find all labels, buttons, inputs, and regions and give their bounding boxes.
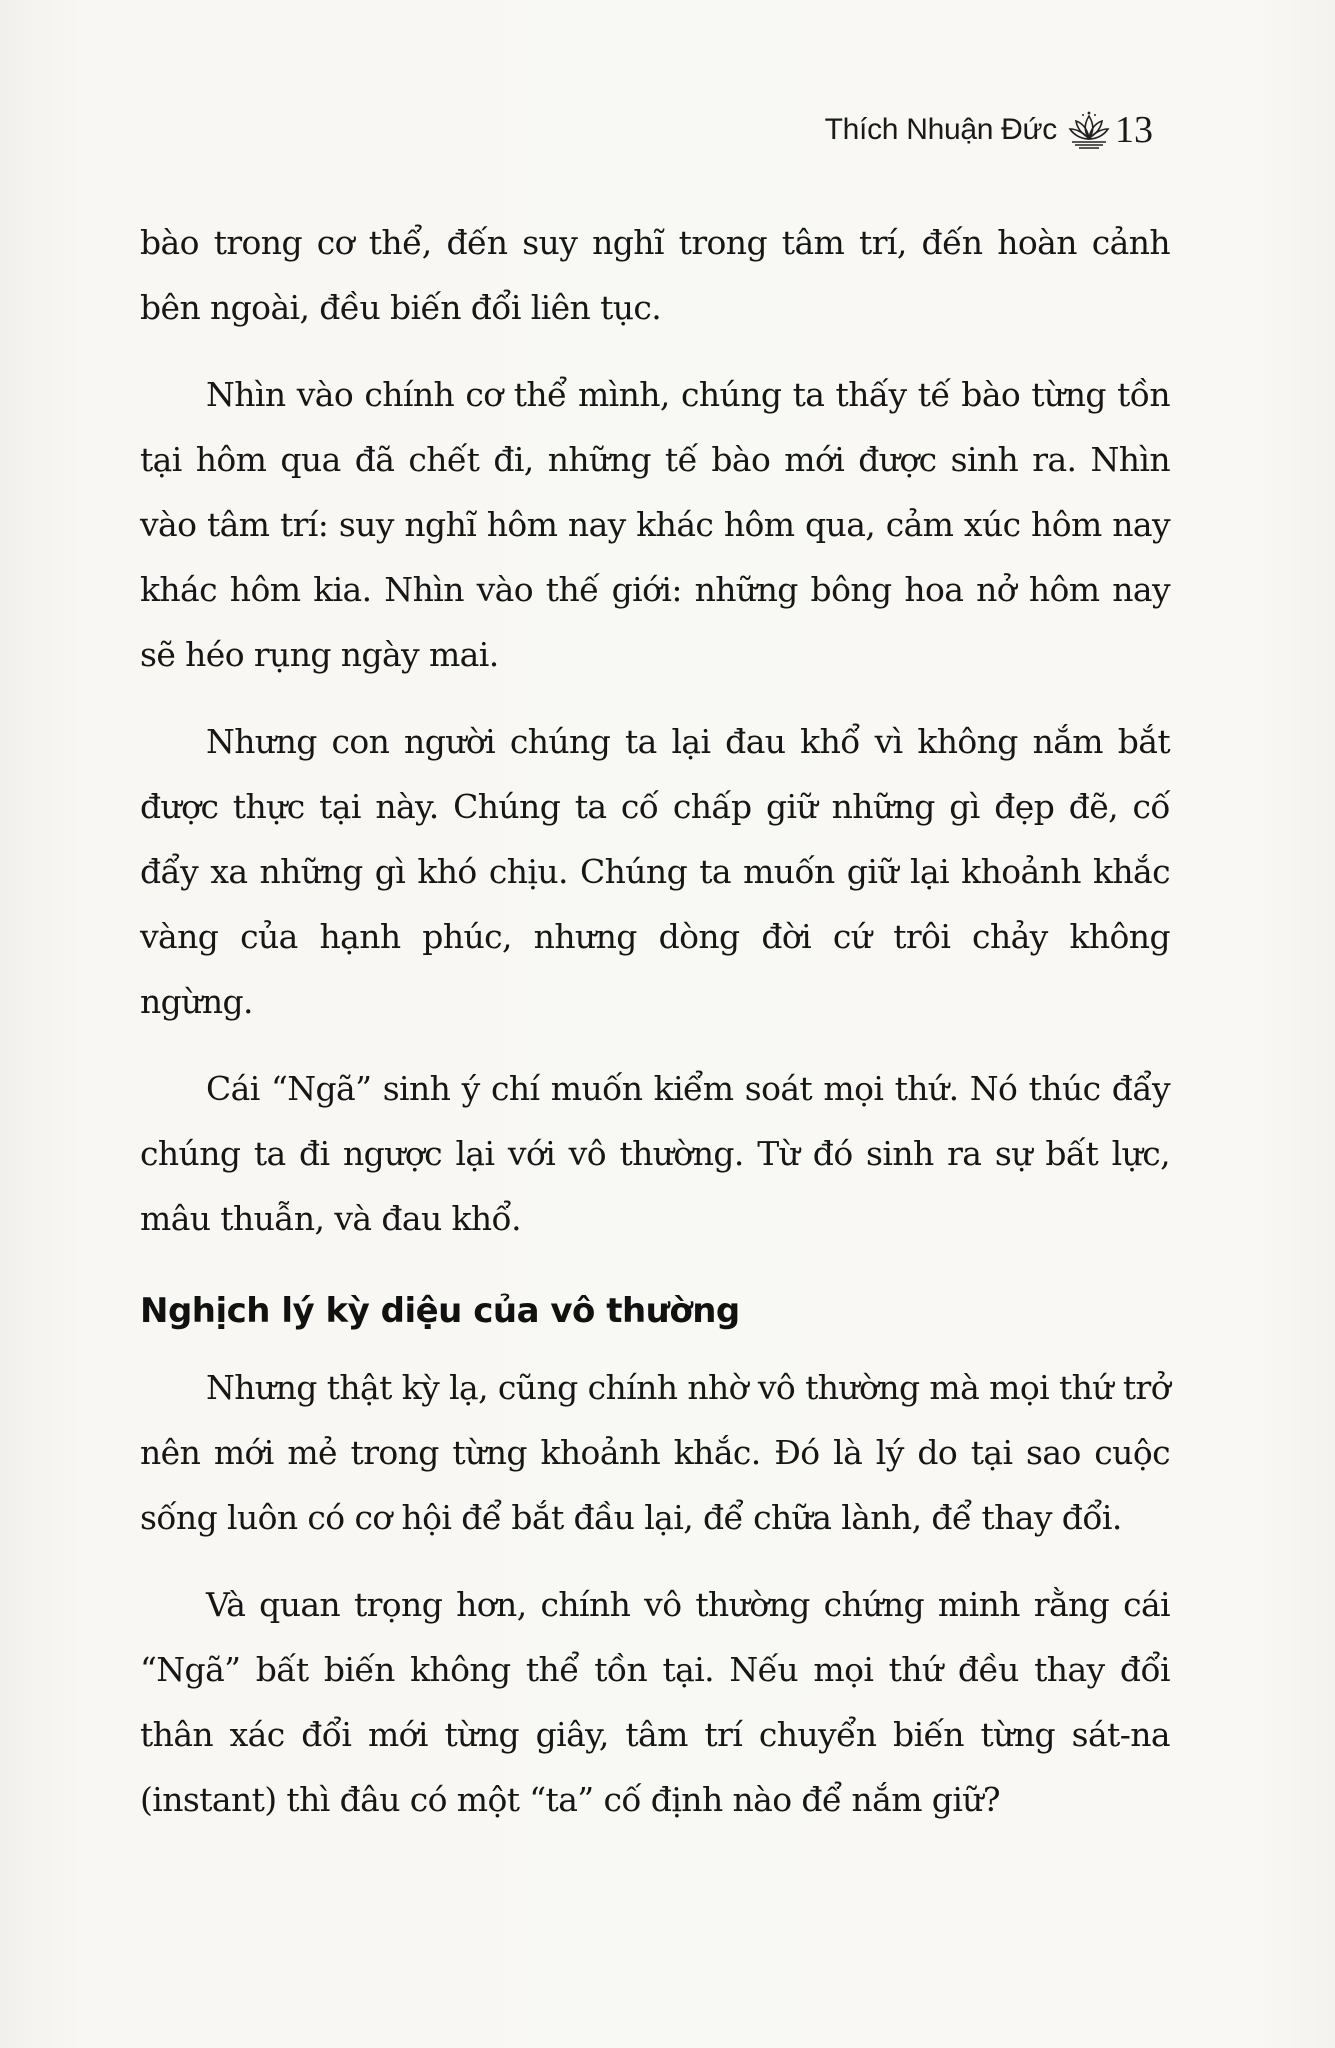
paragraph: Nhưng con người chúng ta lại đau khổ vì không nắm bắt được thực tại này. Chúng ta cố chấp giữ những gì đẹp đẽ, cố đẩy xa những gì khó chịu. Chúng ta muốn giữ lại khoảnh khắc vàng của hạnh phúc, nhưng dòng đời cứ trôi chảy không ngừng.: [140, 722, 1170, 1021]
paragraph-continued: bào trong cơ thể, đến suy nghĩ trong tâm trí, đến hoàn cảnh bên ngoài, đều biến đổi liên tục.: [140, 223, 1170, 327]
paragraph: Cái “Ngã” sinh ý chí muốn kiểm soát mọi thứ. Nó thúc đẩy chúng ta đi ngược lại với vô thường. Từ đó sinh ra sự bất lực, mâu thuẫn, và đau khổ.: [140, 1069, 1170, 1238]
paragraph: Nhìn vào chính cơ thể mình, chúng ta thấy tế bào từng tồn tại hôm qua đã chết đi, những tế bào mới được sinh ra. Nhìn vào tâm trí: suy nghĩ hôm nay khác hôm qua, cảm xúc hôm nay khác hôm kia. Nhìn vào thế giới: những bông hoa nở hôm nay sẽ héo rụng ngày mai.: [140, 375, 1170, 674]
page-body: [140, 210, 1170, 1832]
paragraph: Nhưng thật kỳ lạ, cũng chính nhờ vô thường mà mọi thứ trở nên mới mẻ trong từng khoảnh khắc. Đó là lý do tại sao cuộc sống luôn có cơ hội để bắt đầu lại, để chữa lành, để thay đổi.: [140, 1368, 1170, 1537]
running-header: [825, 108, 1153, 152]
section-heading: Nghịch lý kỳ diệu của vô thường: [140, 1291, 740, 1331]
page-number: 13: [1115, 109, 1153, 151]
lotus-icon: [1067, 110, 1111, 150]
header-author: Thích Nhuận Đức: [824, 113, 1057, 146]
paragraph: Và quan trọng hơn, chính vô thường chứng minh rằng cái “Ngã” bất biến không thể tồn tại. Nếu mọi thứ đều thay đổi thân xác đổi mới từng giây, tâm trí chuyển biến từng sát-na (instant) thì đâu có một “ta” cố định nào để nắm giữ?: [140, 1585, 1170, 1819]
